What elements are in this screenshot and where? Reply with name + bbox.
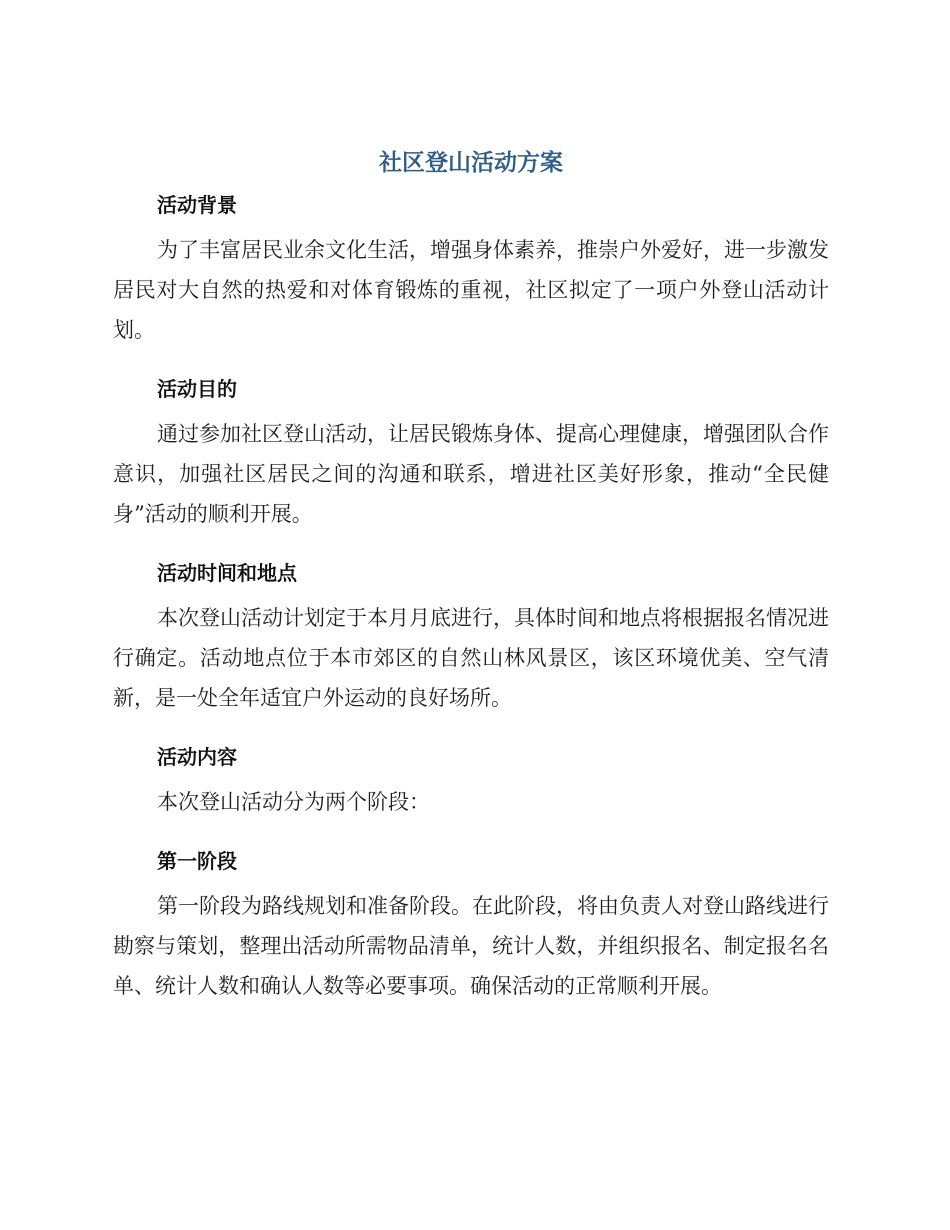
paragraph-phase-one: 第一阶段为路线规划和准备阶段。在此阶段，将由负责人对登山路线进行勘察与策划，整理出活动所需物品清单，统计人数，并组织报名、制定报名名单、统计人数和确认人数等必要事项。确保活动的正常顺利开展。 xyxy=(113,894,829,998)
document-title: 社区登山活动方案 xyxy=(379,150,563,176)
section-heading-phase-one: 第一阶段 xyxy=(157,849,237,873)
document-body xyxy=(113,146,829,1006)
section-heading-purpose: 活动目的 xyxy=(157,377,237,401)
section-heading-time-location: 活动时间和地点 xyxy=(157,561,297,585)
paragraph-background: 为了丰富居民业余文化生活，增强身体素养，推崇户外爱好，进一步激发居民对大自然的热爱和对体育锻炼的重视，社区拟定了一项户外登山活动计划。 xyxy=(113,238,829,342)
section-heading-background: 活动背景 xyxy=(157,193,237,217)
section-heading-content: 活动内容 xyxy=(157,745,237,769)
paragraph-content: 本次登山活动分为两个阶段： xyxy=(157,790,430,814)
paragraph-purpose: 通过参加社区登山活动，让居民锻炼身体、提高心理健康，增强团队合作意识，加强社区居民之间的沟通和联系，增进社区美好形象，推动“全民健身”活动的顺利开展。 xyxy=(113,422,829,526)
paragraph-time-location: 本次登山活动计划定于本月月底进行，具体时间和地点将根据报名情况进行确定。活动地点位于本市郊区的自然山林风景区，该区环境优美、空气清新，是一处全年适宜户外运动的良好场所。 xyxy=(113,606,829,710)
